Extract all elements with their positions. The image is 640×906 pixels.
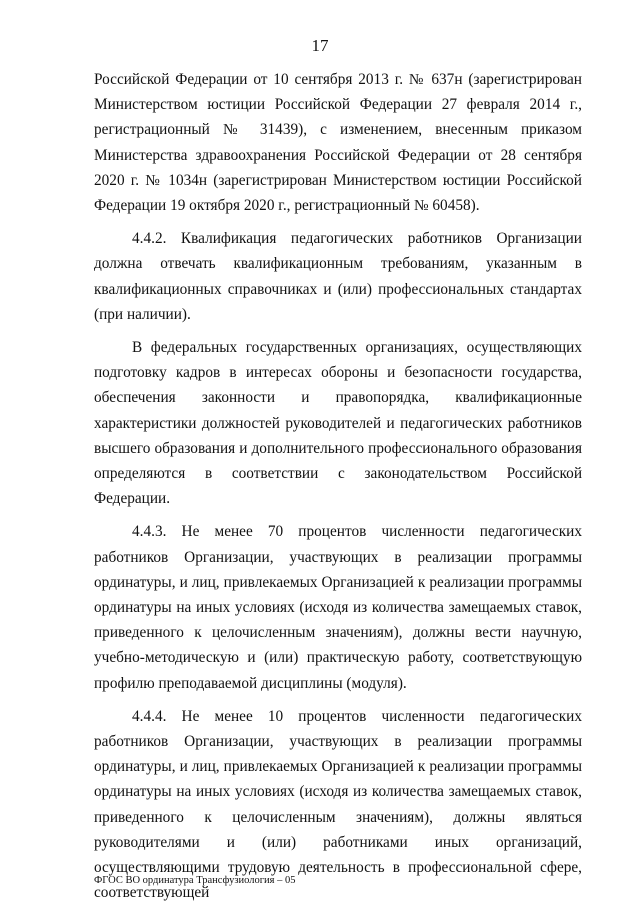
paragraph-federal-organizations: В федеральных государственных организациях, осуществляющих подготовку кадров в интересах обороны и безопасности государства, обеспечения законности и правопорядка, квалификационные характеристики должностей руководителей и педагогических работников высшего образования и дополнительного профессионального образования определяются в соответствии с законодательством Российской Федерации. — [94, 339, 582, 508]
document-body — [94, 67, 582, 906]
paragraph-4-4-3: 4.4.3. Не менее 70 процентов численности педагогических работников Организации, участвующих в реализации программы ординатуры, и лиц, привлекаемых Организацией к реализации программы ординатуры на иных условиях (исходя из количества замещаемых ставок, приведенного к целочисленным значениям), должны вести научную, учебно-методическую и (или) практическую работу, соответствующую профилю преподаваемой дисциплины (модуля). — [94, 523, 582, 692]
paragraph-4-4-2: 4.4.2. Квалификация педагогических работников Организации должна отвечать квалификационным требованиям, указанным в квалификационных справочниках и (или) профессиональных стандартах (при наличии). — [94, 230, 582, 323]
page-number: 17 — [311, 36, 329, 55]
page-footer: ФГОС ВО ординатура Трансфузиология – 05 — [94, 875, 296, 886]
paragraph-4-4-4: 4.4.4. Не менее 10 процентов численности педагогических работников Организации, участвующих в реализации программы ординатуры, и лиц, привлекаемых Организацией к реализации программы ординатуры на иных условиях (исходя из количества замещаемых ставок, приведенного к целочисленным значениям), должны являться руководителями и (или) работниками иных организаций, осуществляющими трудовую деятельность в профессиональной сфере, соответствующей — [94, 707, 582, 902]
paragraph-continuation: Российской Федерации от 10 сентября 2013 г. № 637н (зарегистрирован Министерством юстиции Российской Федерации 27 февраля 2014 г., регистрационный № 31439), с изменением, внесенным приказом Министерства здравоохранения Российской Федерации от 28 сентября 2020 г. № 1034н (зарегистрирован Министерством юстиции Российской Федерации 19 октября 2020 г., регистрационный № 60458). — [94, 71, 582, 215]
